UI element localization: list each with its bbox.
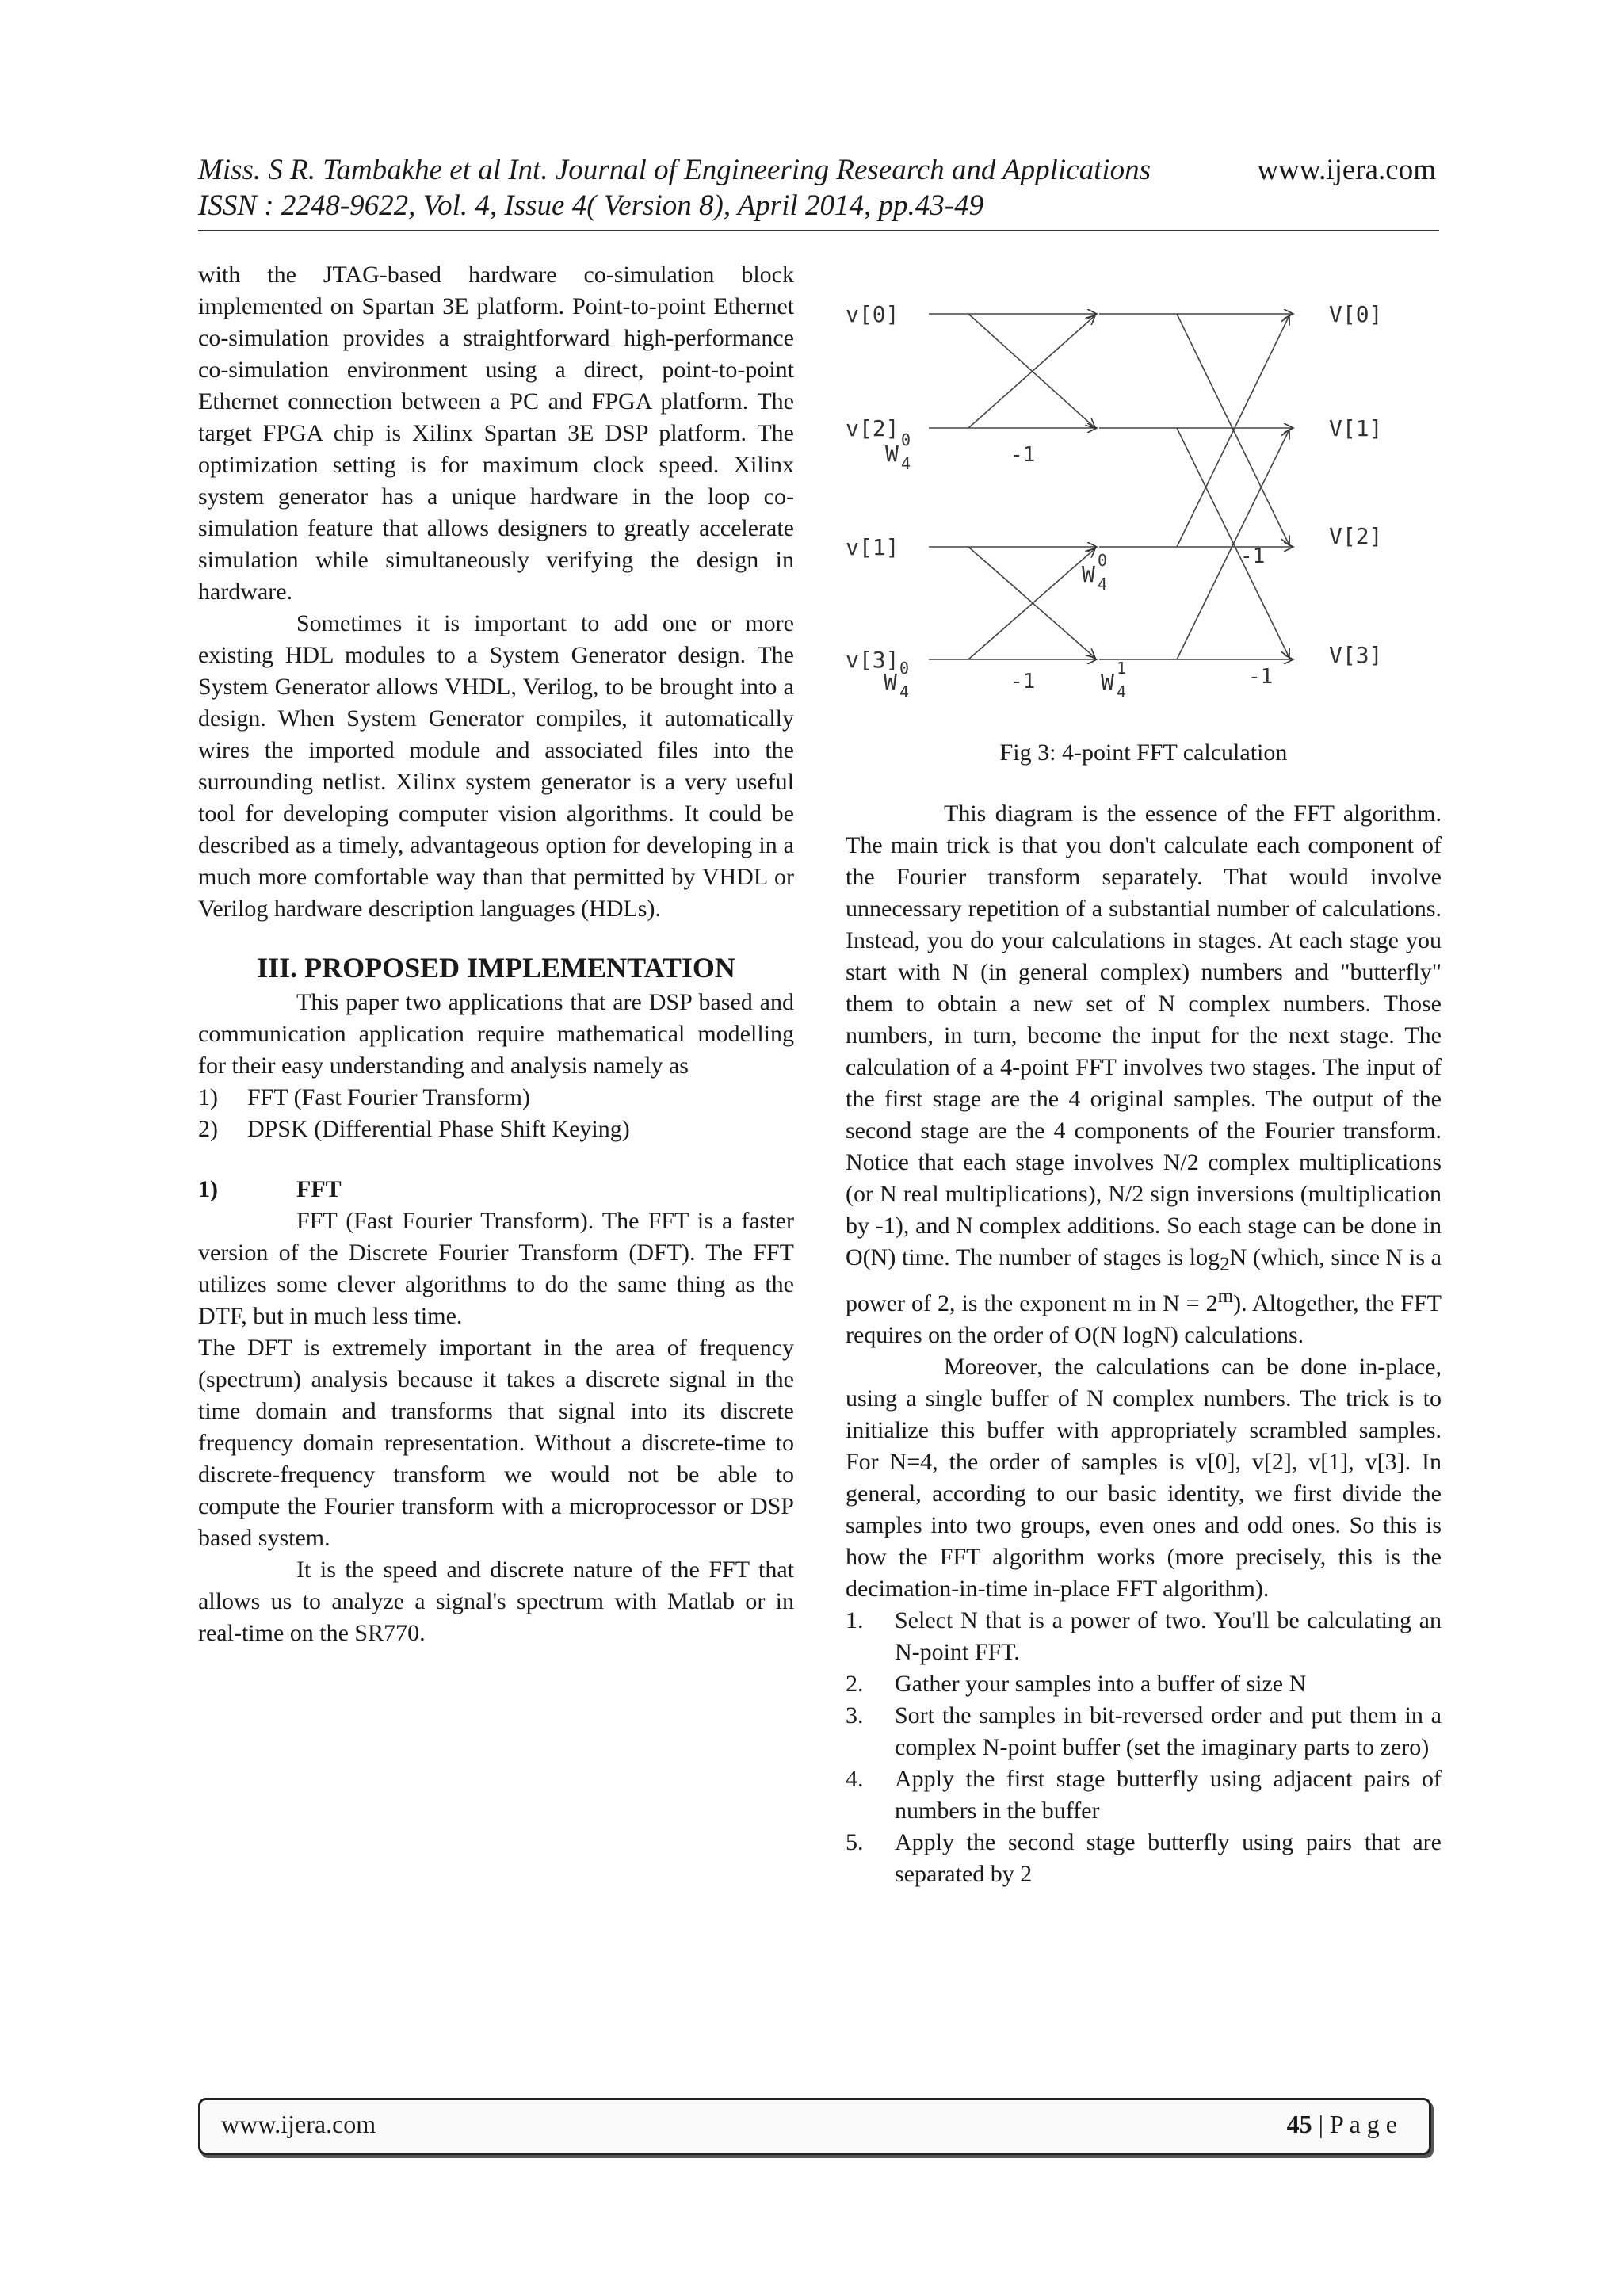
output-label: V[3] bbox=[1329, 642, 1383, 668]
twiddle-factor bbox=[1101, 659, 1126, 697]
running-header bbox=[198, 152, 1439, 231]
svg-text:4: 4 bbox=[899, 682, 910, 697]
header-citation: Miss. S R. Tambakhe et al Int. Journal of Engineering Research and Applications bbox=[198, 154, 1151, 186]
negation-label: -1 bbox=[1240, 544, 1266, 568]
paragraph: Sometimes it is important to add one or more existing HDL modules to a System Generator design. The System Generator allows VHDL, Verilog, to be brought into a design. When System Generator compiles, it automatically wires the imported module and associated files into the surrounding netlist. Xilinx system generator is a very useful tool for developing computer vision algorithms. It could be described as a timely, advantageous option for developing in a much more comfortable way than that permitted by VHDL or Verilog hardware description languages (HDLs). bbox=[198, 610, 794, 922]
svg-text:0: 0 bbox=[1098, 551, 1108, 570]
list-item bbox=[198, 1082, 794, 1114]
paragraph: It is the speed and discrete nature of the FFT that allows us to analyze a signal's spectrum with Matlab or in real-time on the SR770. bbox=[198, 1557, 794, 1646]
list-item-number: 1) bbox=[198, 1084, 218, 1110]
list-item bbox=[198, 1114, 794, 1145]
fft-butterfly-diagram bbox=[846, 285, 1442, 697]
list-item: 5. Apply the second stage butterfly using pairs that are separated by 2 bbox=[846, 1829, 1442, 1887]
wire bbox=[968, 548, 1095, 659]
paragraph: with the JTAG-based hardware co-simulation block implemented on Spartan 3E platform. Point-to-point Ethernet co-simulation provides a straightforward high-performance co-simulation environment using a direct, point-to-point Ethernet connection between a PC and FPGA platform. The target FPGA chip is Xilinx Spartan 3E DSP platform. The optimization setting is for maximum clock speed. Xilinx system generator has a unique hardware in the loop co-simulation feature that allows designers to greatly accelerate simulation while simultaneously verifying the design in hardware. bbox=[198, 262, 794, 605]
output-label: V[2] bbox=[1329, 523, 1383, 549]
negation-label: -1 bbox=[1010, 670, 1036, 693]
paragraph: This diagram is the essence of the FFT algorithm. The main trick is that you don't calculate each component of the Fourier transform separately. That would involve unnecessary repetition of a substantial number of calculations. Instead, you do your calculations in stages. At each stage you start with N (in general complex) numbers and "butterfly" them to obtain a new set of N complex numbers. Those numbers, in turn, become the input for the next stage. The calculation of a 4-point FFT involves two stages. The input of the first stage are the 4 original samples. The output of the second stage are the 4 components of the Fourier transform. Notice that each stage involves N/2 complex multiplications (or N real multiplications), N/2 sign inversions (multiplication by -1), and N complex additions. So each stage can be done in O(N) time. The number of stages is $\log_2N$ (which, since N is a power of 2, is the exponent m in $N = 2^m$). Altogether, the FFT requires on the order of O(N logN) calculations. bbox=[846, 800, 1442, 1348]
list-item-text: FFT (Fast Fourier Transform) bbox=[247, 1084, 530, 1110]
fft-butterfly-figure bbox=[846, 285, 1442, 701]
header-issn: ISSN : 2248-9622, Vol. 4, Issue 4( Version 8), April 2014, pp.43-49 bbox=[198, 189, 984, 222]
list-item: 1. Select N that is a power of two. You'll be calculating an N-point FFT. bbox=[846, 1607, 1442, 1665]
svg-text:4: 4 bbox=[1117, 682, 1127, 697]
page-number: 45 | P a g e bbox=[1286, 2110, 1397, 2138]
input-label: v[2] bbox=[846, 415, 899, 441]
svg-text:W: W bbox=[885, 441, 899, 467]
output-label: V[1] bbox=[1329, 415, 1383, 441]
paragraph: FFT (Fast Fourier Transform). The FFT is a faster version of the Discrete Fourier Transform (DFT). The FFT utilizes some clever algorithms to do the same thing as the DTF, but in much less time. bbox=[198, 1208, 794, 1329]
paragraph: This paper two applications that are DSP based and communication application require mathematical modelling for their easy understanding and analysis namely as bbox=[198, 989, 794, 1079]
svg-text:W: W bbox=[1082, 561, 1095, 587]
wire bbox=[1177, 314, 1289, 545]
negation-label: -1 bbox=[1010, 443, 1036, 467]
input-label: v[1] bbox=[846, 534, 899, 560]
wire bbox=[1177, 430, 1289, 659]
figure-caption: Fig 3: 4-point FFT calculation bbox=[999, 739, 1288, 766]
svg-text:0: 0 bbox=[901, 430, 911, 449]
footer-url[interactable]: www.ijera.com bbox=[221, 2110, 376, 2138]
svg-text:4: 4 bbox=[1098, 575, 1108, 594]
input-label: v[0] bbox=[846, 301, 899, 327]
header-url[interactable]: www.ijera.com bbox=[1257, 154, 1436, 186]
steps-list bbox=[846, 1605, 1442, 1890]
wire bbox=[1177, 428, 1289, 658]
svg-text:0: 0 bbox=[899, 659, 910, 678]
wire bbox=[968, 547, 1095, 658]
svg-text:W: W bbox=[1101, 669, 1114, 695]
right-column bbox=[846, 798, 1442, 1890]
left-column bbox=[198, 259, 794, 1649]
input-label: v[3] bbox=[846, 647, 899, 673]
list-item-number: 2) bbox=[198, 1116, 218, 1142]
paragraph: Moreover, the calculations can be done in-place, using a single buffer of N complex numbers. The trick is to initialize this buffer with appropriately scrambled samples. For N=4, the order of samples is v[0], v[2], v[1], v[3]. In general, according to our basic identity, we first divide the samples into two groups, even ones and odd ones. So this is how the FFT algorithm works (more precisely, this is the decimation-in-time in-place FFT algorithm). bbox=[846, 1354, 1442, 1602]
list-item-text: DPSK (Differential Phase Shift Keying) bbox=[247, 1116, 630, 1142]
subsection-title: FFT bbox=[296, 1176, 342, 1202]
svg-text:W: W bbox=[884, 669, 897, 695]
section-heading: III. PROPOSED IMPLEMENTATION bbox=[257, 952, 735, 984]
list-item: 2. Gather your samples into a buffer of size N bbox=[846, 1671, 1307, 1697]
svg-text:4: 4 bbox=[901, 454, 911, 473]
subsection-number: 1) bbox=[198, 1176, 218, 1202]
output-label: V[0] bbox=[1329, 301, 1383, 327]
subsection-heading bbox=[198, 1174, 794, 1205]
page-footer bbox=[198, 2098, 1431, 2155]
list-item: 4. Apply the first stage butterfly using adjacent pairs of numbers in the buffer bbox=[846, 1766, 1442, 1824]
list-item: 3. Sort the samples in bit-reversed order and put them in a complex N-point buffer (set the imaginary parts to zero) bbox=[846, 1702, 1442, 1760]
wire bbox=[1177, 315, 1289, 547]
paragraph: The DFT is extremely important in the area of frequency (spectrum) analysis because it takes a discrete signal in the time domain and transforms that signal into its discrete frequency domain representation. Without a discrete-time to discrete-frequency transform we would not be able to compute the Fourier transform with a microprocessor or DSP based system. bbox=[198, 1335, 794, 1551]
svg-text:1: 1 bbox=[1117, 659, 1127, 678]
negation-label: -1 bbox=[1248, 665, 1274, 689]
